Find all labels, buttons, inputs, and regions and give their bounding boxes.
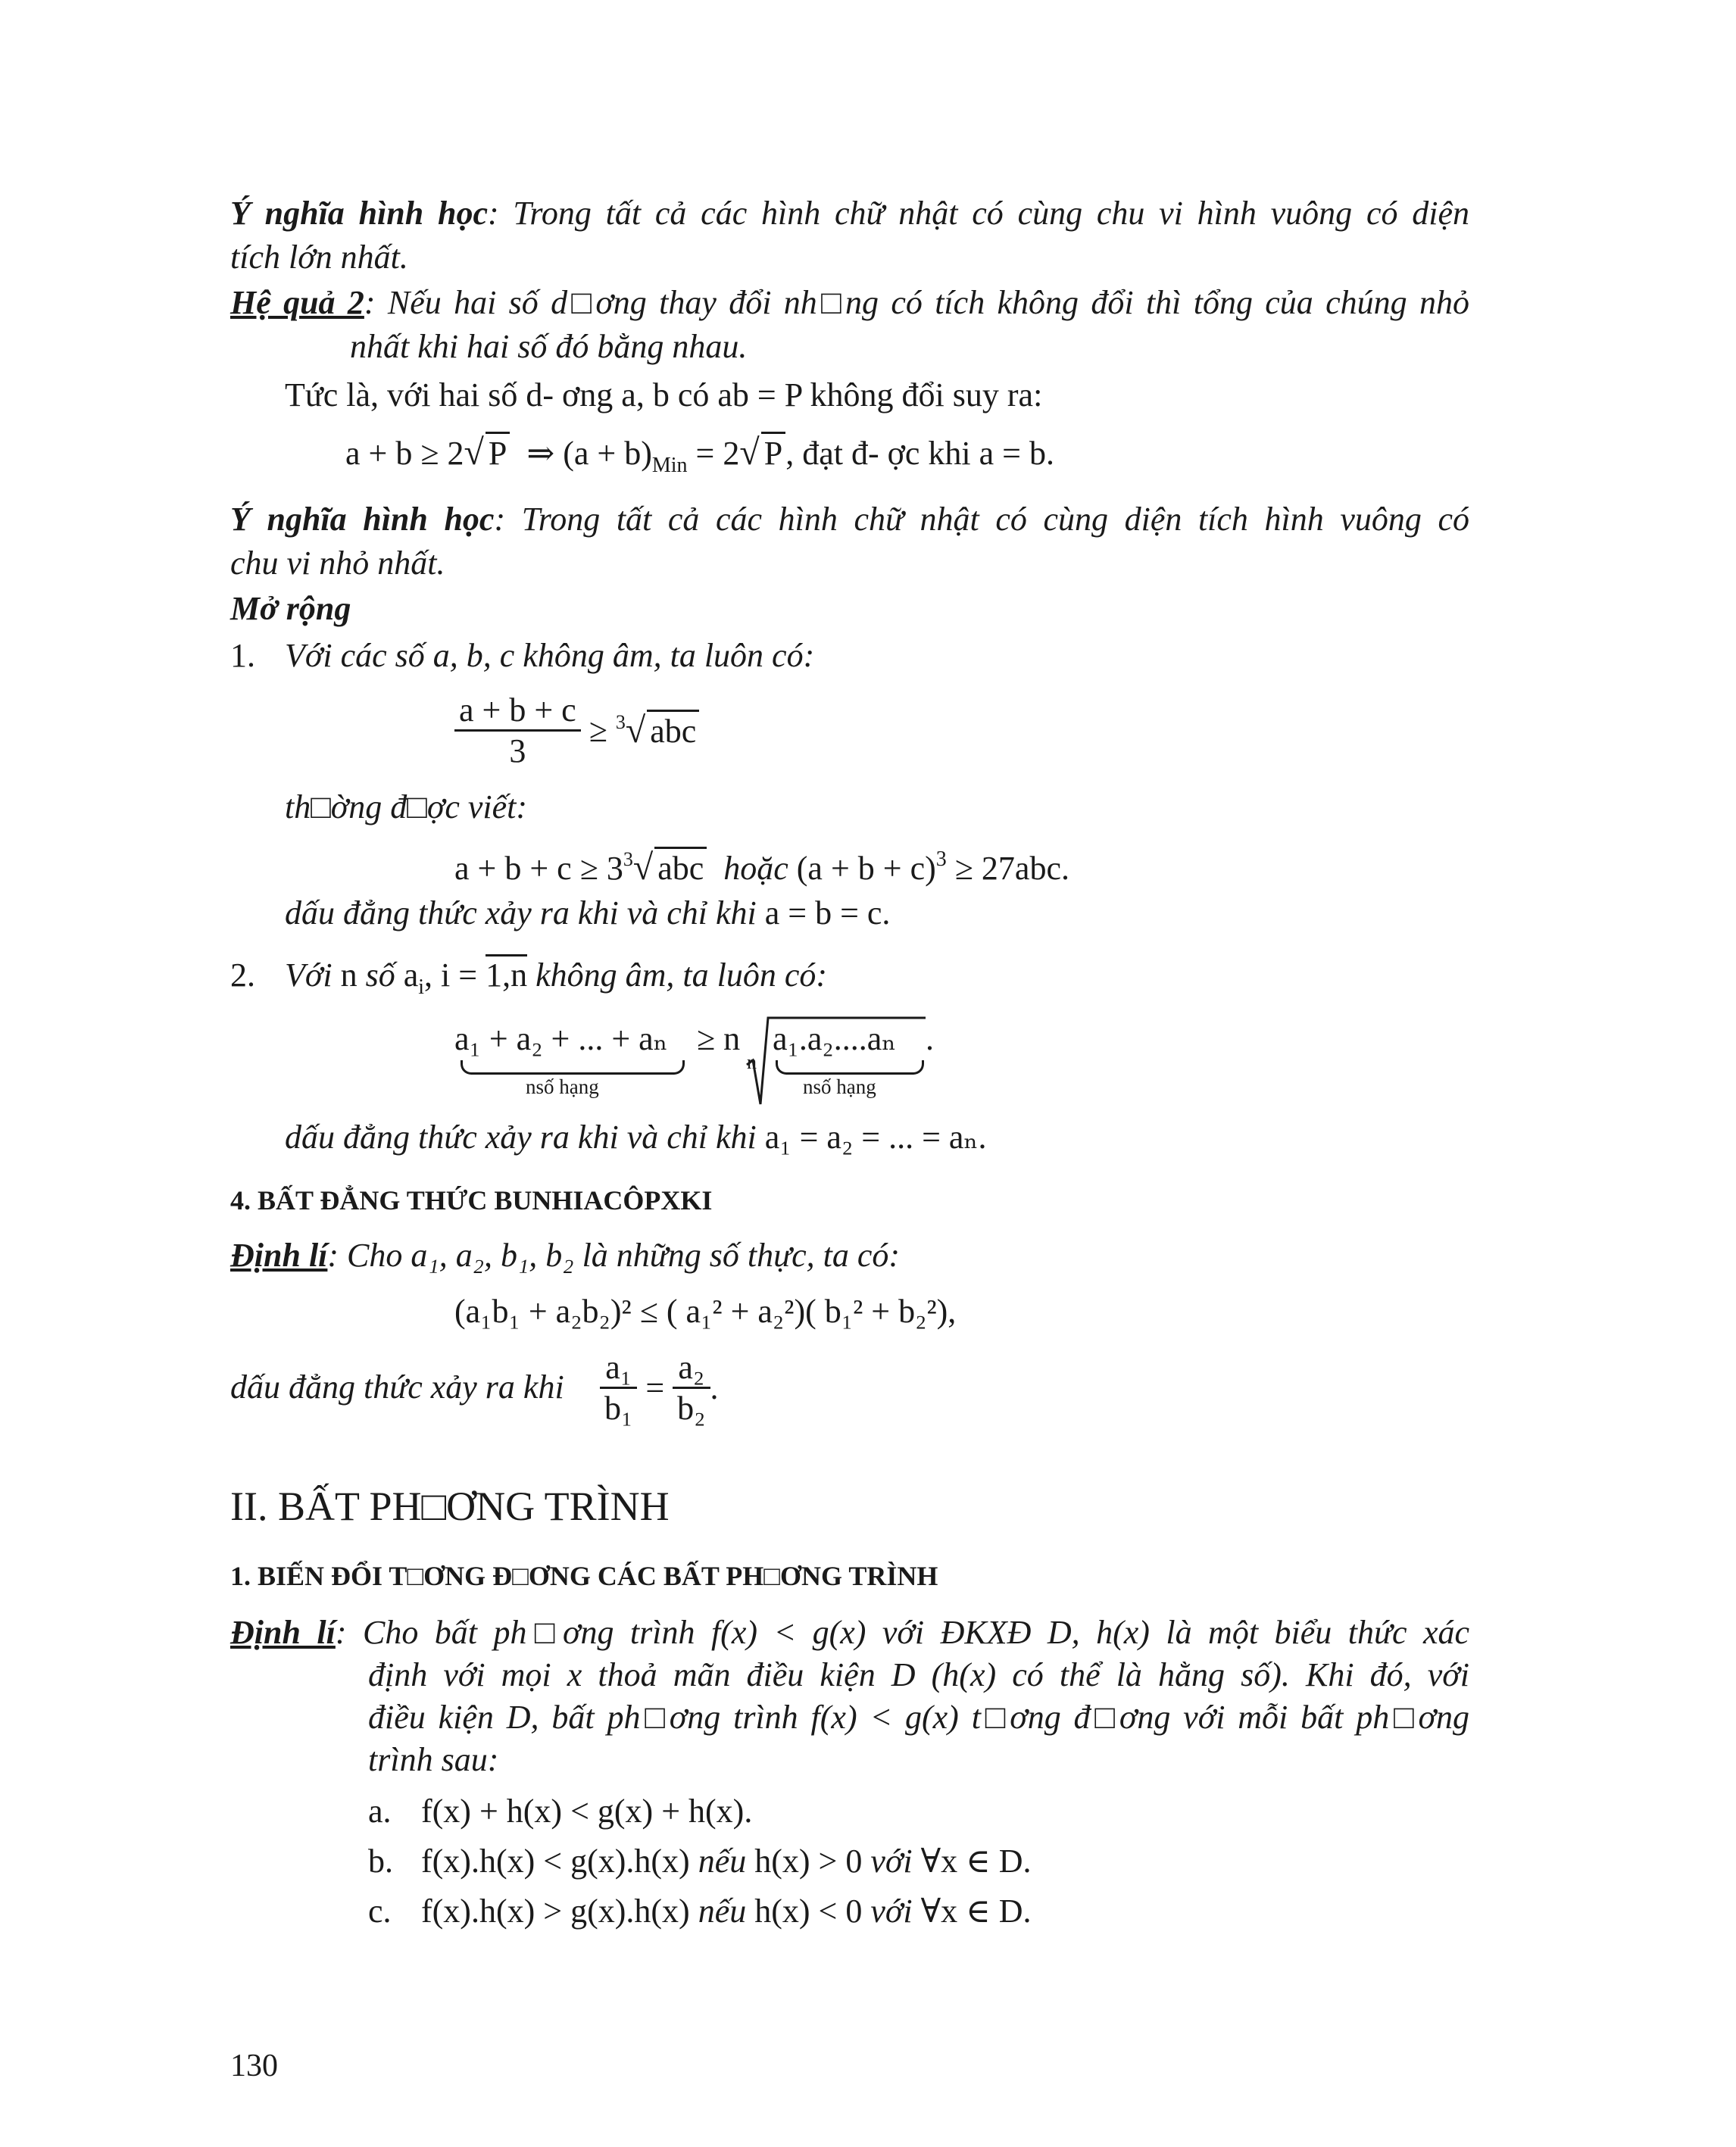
underbrace-lhs (461, 1060, 685, 1075)
subscript-i: i (418, 975, 425, 999)
root-index: 3 (623, 848, 633, 870)
formula-part: ⇒ (a + b) (526, 435, 652, 472)
am-gm-dot: . (926, 1020, 934, 1057)
subscript-min: Min (651, 454, 688, 477)
theorem-text: : Cho bất ph□ơng trình f(x) < g(x) với ĐKXĐ D, h(x) là một biểu thức xác (335, 1614, 1469, 1651)
word: không âm, ta luôn có: (535, 956, 828, 994)
word-with: với (870, 1843, 913, 1880)
word: số (365, 956, 395, 994)
corollary-2 (230, 283, 1469, 322)
equality-condition-3 (230, 1368, 564, 1406)
paragraph-geometric-meaning-2 (230, 500, 1469, 538)
am-gm-rhs: a₁.a₂....aₙ (773, 1020, 897, 1057)
equality-condition-2 (285, 1118, 986, 1156)
var-n: n (340, 956, 358, 994)
word-if: nếu (698, 1893, 747, 1930)
label-theorem: Định lí (230, 1614, 336, 1651)
item-part: f(x).h(x) > g(x).h(x) (421, 1893, 690, 1930)
condition-formula: a = b = c. (764, 894, 891, 932)
item-2-text (285, 956, 827, 1000)
list-item-b (421, 1842, 1032, 1880)
formula-part: , đạt đ- ợc khi a = b. (785, 435, 1054, 472)
label-geometric-meaning: Ý nghĩa hình học (230, 501, 495, 538)
theorem-bunhiacopxki (230, 1236, 900, 1275)
item-1-text: Với các số a, b, c không âm, ta luôn có: (285, 637, 815, 674)
fraction-numerator: a₂ (673, 1348, 710, 1389)
formula-part: a + b + c ≥ 3 (454, 850, 623, 887)
section-4-title: 4. BẤT ĐẲNG THỨC BUNHIACÔPXKI (230, 1185, 713, 1215)
paragraph-text: : Trong tất cả các hình chữ nhật có cùng diện tích hình vuông có (494, 501, 1469, 538)
geq-sign: ≥ (589, 712, 607, 749)
bunhiacopxki-inequality: (a₁b₁ + a₂b₂)² ≤ ( a₁² + a₂²)( b₁² + b₂²), (454, 1293, 957, 1330)
word-or: hoặc (723, 850, 788, 887)
sqrt-icon: √ (632, 847, 654, 888)
am-gm-geq-n: ≥ n (697, 1020, 741, 1057)
word-if: nếu (698, 1843, 747, 1880)
word-with: với (870, 1893, 913, 1930)
formula-part: = 2 (695, 435, 740, 472)
fraction (600, 1348, 637, 1428)
list-item-a-key: a. (368, 1793, 392, 1830)
fraction-numerator: a + b + c (454, 691, 581, 732)
fraction-denominator: b₁ (604, 1390, 633, 1427)
underbrace-label-rhs: nsố hạng (803, 1075, 876, 1098)
equality-condition-1 (285, 894, 890, 932)
sqrt-icon: √ (739, 432, 760, 473)
condition-text: dấu đẳng thức xảy ra khi và chỉ khi (285, 1119, 757, 1156)
underbrace-rhs (776, 1060, 924, 1075)
ratio-equality (600, 1348, 719, 1428)
item-part: ∀x ∈ D. (920, 1843, 1032, 1880)
formula-part: (a + b + c) (796, 850, 936, 887)
condition-formula: a₁ = a₂ = ... = aₙ. (764, 1119, 987, 1156)
list-item-c-key: c. (368, 1893, 392, 1930)
label-geometric-meaning: Ý nghĩa hình học (230, 195, 488, 232)
heading-extension: Mở rộng (230, 590, 351, 627)
section-ii-1-title: 1. BIẾN ĐỔI T□ƠNG Đ□ƠNG CÁC BẤT PH□ƠNG TRÌNH (230, 1561, 938, 1591)
theorem-line3: điều kiện D, bất ph□ơng trình f(x) < g(x) t□ơng đ□ơng với mỗi bất ph□ơng (368, 1699, 1469, 1736)
paragraph-text-line2: tích lớn nhất. (230, 239, 408, 276)
list-item-a: f(x) + h(x) < g(x) + h(x). (421, 1793, 753, 1830)
condition-text: dấu đẳng thức xảy ra khi và chỉ khi (285, 894, 757, 932)
sqrt-arg: P (761, 432, 785, 473)
item-part: ∀x ∈ D. (920, 1893, 1032, 1930)
formula-am-gm-3-alt (454, 847, 1069, 888)
root-arg: abc (647, 710, 699, 751)
formula-part: a + b ≥ 2 (345, 435, 464, 472)
sqrt-icon: √ (464, 432, 484, 473)
label-corollary-2: Hệ quả 2 (230, 284, 364, 321)
item-part: h(x) > 0 (754, 1843, 863, 1880)
corollary-text-line2: nhất khi hai số đó bằng nhau. (350, 328, 748, 365)
corollary-text: : Nếu hai số d□ơng thay đổi nh□ng có tích không đổi thì tổng của chúng nhỏ (364, 284, 1469, 321)
condition-text: dấu đẳng thức xảy ra khi (230, 1368, 564, 1406)
theorem-text: : Cho a₁, a₂, b₁, b₂ là những số thực, ta có: (327, 1237, 901, 1274)
paragraph-text-line2: chu vi nhỏ nhất. (230, 545, 445, 582)
word: Với (285, 956, 333, 994)
item-2-number: 2. (230, 956, 255, 994)
root-arg: abc (654, 847, 707, 888)
fraction (454, 691, 581, 770)
exponent: 3 (935, 847, 947, 871)
section-ii-title: II. BẤT PH□ƠNG TRÌNH (230, 1484, 670, 1529)
paragraph-geometric-meaning-1 (230, 194, 1469, 232)
item-1-number: 1. (230, 637, 255, 674)
am-gm-lhs: a₁ + a₂ + ... + aₙ (454, 1020, 668, 1057)
fraction-denominator: b₂ (677, 1390, 706, 1427)
paragraph-text: : Trong tất cả các hình chữ nhật có cùng chu vi hình vuông có diện (487, 195, 1469, 232)
item-part: f(x).h(x) < g(x).h(x) (421, 1843, 690, 1880)
label-theorem: Định lí (230, 1237, 328, 1274)
underbrace-label-lhs: nsố hạng (526, 1075, 599, 1098)
list-item-b-key: b. (368, 1843, 393, 1880)
sqrt-icon: √ (625, 710, 646, 751)
root-index: 3 (615, 711, 626, 733)
index-range: 1,n (486, 954, 527, 994)
list-item-c (421, 1892, 1032, 1930)
var-a: a (403, 956, 419, 994)
theorem-line4: trình sau: (368, 1741, 499, 1778)
page-number: 130 (230, 2049, 278, 2083)
fraction (673, 1348, 710, 1428)
corollary-statement: Tức là, với hai số d- ơng a, b có ab = P không đổi suy ra: (285, 376, 1043, 413)
root-index: n (747, 1051, 757, 1073)
dot: . (710, 1369, 719, 1406)
fraction-denominator: 3 (509, 732, 526, 769)
item-part: h(x) < 0 (754, 1893, 863, 1930)
sqrt-arg: P (486, 432, 510, 473)
theorem-line2: định với mọi x thoả mãn điều kiện D (h(x) có thể là hằng số). Khi đó, với (368, 1656, 1469, 1693)
usually-written: th□ờng đ□ợc viết: (285, 788, 528, 825)
formula-part: , i = (424, 956, 478, 994)
fraction-numerator: a₁ (600, 1348, 637, 1389)
equals-sign: = (645, 1369, 665, 1406)
formula-am-gm-min (345, 432, 1054, 478)
theorem-equivalent-transform (230, 1613, 1469, 1652)
formula-part: ≥ 27abc. (954, 850, 1069, 887)
formula-am-gm-3 (454, 691, 699, 770)
